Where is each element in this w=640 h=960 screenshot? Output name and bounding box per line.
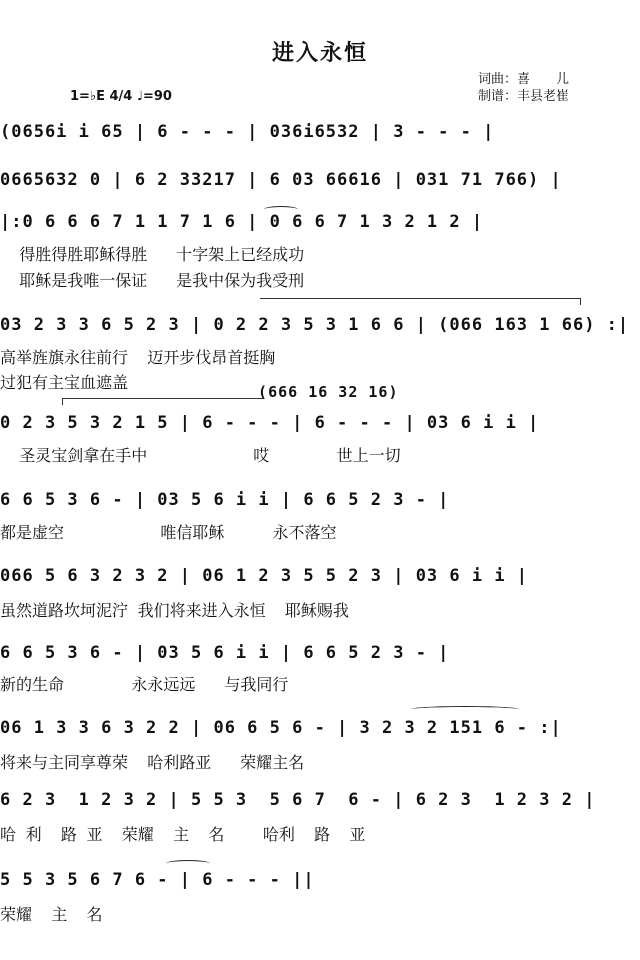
notation-row-2: 0665632 0 | 6 2 33217 | 6 03 66616 | 031 71 766) | xyxy=(0,170,562,190)
lyrics-row-9: 将来与主同享尊荣 哈利路亚 荣耀主名 xyxy=(0,753,305,772)
lyrics-row-11: 荣耀 主 名 xyxy=(0,905,103,924)
notation-row-9: 06 1 3 3 6 3 2 2 | 06 6 5 6 - | 3 2 3 2 151 6 - :| xyxy=(0,718,562,738)
notation-row-6: 6 6 5 3 6 - | 03 5 6 i i | 6 6 5 2 3 - | xyxy=(0,490,450,510)
notation-row-7: 066 5 6 3 2 3 2 | 06 1 2 3 5 5 2 3 | 03 6 i i | xyxy=(0,566,529,586)
notation-row-8: 6 6 5 3 6 - | 03 5 6 i i | 6 6 5 2 3 - | xyxy=(0,643,450,663)
slur-mark-3 xyxy=(166,860,210,867)
lyrics-row-10: 哈 利 路 亚 荣耀 主 名 哈利 路 亚 xyxy=(0,825,366,844)
lyrics-row-8: 新的生命 永永远远 与我同行 xyxy=(0,675,289,694)
notation-row-3: |:0 6 6 6 7 1 1 7 1 6 | 0 6 6 7 1 3 2 1 2 | xyxy=(0,212,484,232)
key-tempo-marking: 1=♭E 4/4 ♩=90 xyxy=(70,89,172,104)
lyrics-row-4-verse-1: 高举旌旗永往前行 迈开步伐昂首挺胸 xyxy=(0,348,276,367)
notation-row-11: 5 5 3 5 6 7 6 - | 6 - - - || xyxy=(0,870,315,890)
arranger-credit: 制谱：丰县老崔 xyxy=(478,89,570,104)
volta-bracket-2 xyxy=(62,398,263,405)
notation-row-4: 03 2 3 3 6 5 2 3 | 0 2 2 3 5 3 1 6 6 | (066 163 1 66) :| xyxy=(0,315,630,335)
slur-mark-2 xyxy=(410,706,520,713)
lyrics-row-3-verse-2: 耶稣是我唯一保证 是我中保为我受刑 xyxy=(0,271,305,290)
lyrics-row-3-verse-1: 得胜得胜耶稣得胜 十字架上已经成功 xyxy=(0,245,305,264)
volta-bracket-1 xyxy=(260,298,581,305)
lyricist-composer-credit: 词曲：喜 儿 xyxy=(478,72,570,87)
lyrics-row-6: 都是虚空 唯信耶稣 永不落空 xyxy=(0,523,337,542)
notation-row-1: (0656i i 65 | 6 - - - | 036i6532 | 3 - - - | xyxy=(0,122,495,142)
lyrics-row-4-verse-2: 过犯有主宝血遮盖 xyxy=(0,373,129,392)
lyrics-row-7: 虽然道路坎坷泥泞 我们将来进入永恒 耶稣赐我 xyxy=(0,601,349,620)
notation-row-5: 0 2 3 5 3 2 1 5 | 6 - - - | 6 - - - | 03 6 i i | xyxy=(0,413,540,433)
notation-row-10: 6 2 3 1 2 3 2 | 5 5 3 5 6 7 6 - | 6 2 3 1 2 3 2 | xyxy=(0,790,596,810)
interlude-notation: (666 16 32 16) xyxy=(238,383,399,401)
song-title: 进入永恒 xyxy=(271,40,368,66)
lyrics-row-5: 圣灵宝剑拿在手中 哎 世上一切 xyxy=(0,446,401,465)
